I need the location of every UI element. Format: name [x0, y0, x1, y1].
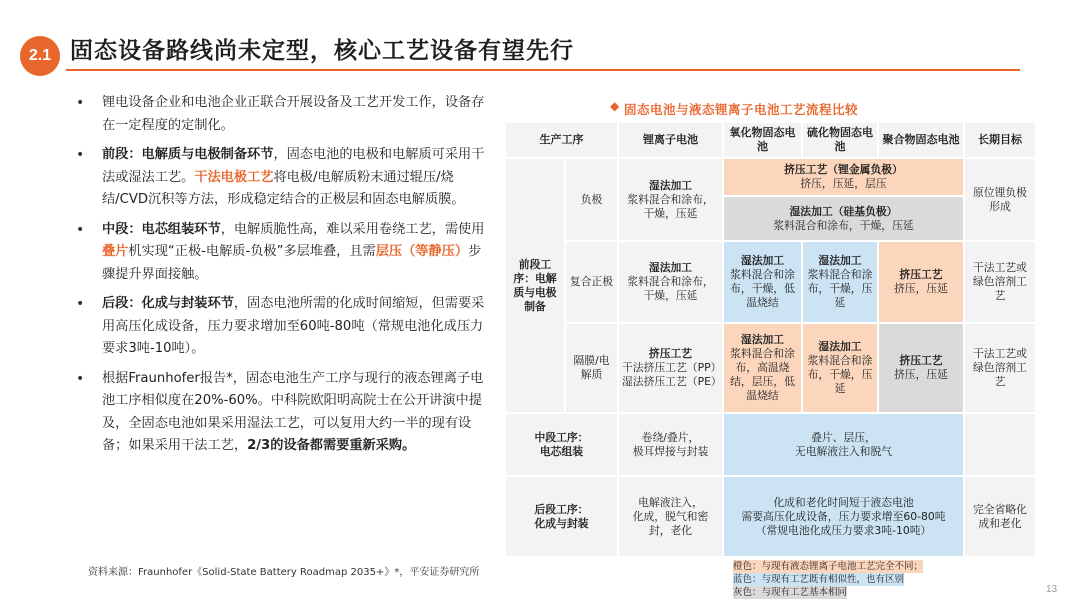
- bullet-item: [62, 219, 490, 287]
- cathode-sulfide: [802, 241, 878, 323]
- bullet-list: [62, 92, 490, 465]
- cathode-polymer: [878, 241, 964, 323]
- bullet-text: 步骤提升界面接触。: [102, 244, 482, 282]
- color-legend: [733, 560, 963, 599]
- header-oxide: 氧化物固态电池: [723, 122, 802, 158]
- bullet-text: 叠片: [102, 244, 129, 259]
- separator-sulfide: [802, 323, 878, 413]
- bullet-text: 机实现“正极-电解质-负极”多层堆叠，且需: [128, 244, 376, 259]
- bullet-item: [62, 144, 490, 212]
- cathode-sulfide-title: 湿法加工: [818, 254, 862, 267]
- bullet-text: 层压（等静压）: [375, 244, 469, 259]
- anode-dry-process: [723, 158, 964, 196]
- header-goal: 长期目标: [964, 122, 1036, 158]
- bullet-text: 锂电设备企业和电池企业正联合开展设备及工艺开发工作，设备存在一定程度的定制化。: [102, 95, 485, 133]
- separator-liion-line2: 湿法挤压工艺（PE）: [622, 375, 722, 388]
- cathode-liion-title: 湿法加工: [648, 261, 693, 274]
- cathode-label: 复合正极: [565, 241, 618, 323]
- anode-label: 负极: [565, 158, 618, 241]
- anode-liion-body: 浆料混合和涂布，干燥，压延: [627, 192, 714, 220]
- page-title: 固态设备路线尚未定型，核心工艺设备有望先行: [70, 38, 574, 64]
- separator-sulfide-title: 湿法加工: [818, 340, 862, 353]
- separator-liion-line1: 干法挤压工艺（PP）: [622, 361, 722, 374]
- title-underline: [66, 69, 1020, 71]
- bullet-text: ，固态电池的电极和电解质可采用干法或湿法工艺。: [102, 147, 485, 185]
- bullet-text: ，固态电池所需的化成时间缩短，但需要采用高压化成设备，压力要求增加至60吨-80吨（常规电池化成压力要求3吨-10吨）。: [102, 296, 485, 356]
- header-process: 生产工序: [505, 122, 618, 158]
- header-liion: 锂离子电池: [618, 122, 723, 158]
- section-number-badge: 2.1: [20, 36, 60, 76]
- bullet-text: 前段：电解质与电极制备环节: [102, 147, 274, 162]
- anode-liion-title: 湿法加工: [648, 178, 693, 192]
- separator-polymer-body: 挤压，压延: [894, 368, 948, 381]
- bullet-text: 2/3的设备都需要重新采购。: [247, 438, 416, 453]
- bullet-text: 根据Fraunhofer报告*，固态电池生产工序与现行的液态锂离子电池工序相似度在20%-60%。中科院欧阳明高院士在公开讲演中提及，全固态电池如果采用湿法工艺，可以复用大约一半的现有设备；如果采用干法工艺，: [102, 370, 484, 453]
- mid-stage-liion: 卷绕/叠片， 极耳焊接与封装: [618, 413, 723, 476]
- legend-gray: 灰色：与现有工艺基本相同: [733, 587, 848, 598]
- anode-goal: 原位锂负极形成: [964, 158, 1036, 241]
- separator-polymer: [878, 323, 964, 413]
- cathode-oxide-body: 浆料混合和涂布，干燥，低温烧结: [730, 268, 795, 309]
- legend-orange: 橙色：与现有液态锂离子电池工艺完全不同；: [733, 561, 924, 572]
- back-stage-goal: 完全省略化成和老化: [964, 476, 1036, 557]
- mid-stage-solid: 叠片、层压， 无电解液注入和脱气: [723, 413, 964, 476]
- page-number: 13: [1046, 584, 1058, 595]
- cathode-goal: 干法工艺或绿色溶剂工艺: [964, 241, 1036, 323]
- separator-oxide: [723, 323, 802, 413]
- mid-stage-goal: [964, 413, 1036, 476]
- anode-dry-body: 挤压，压延，层压: [800, 177, 887, 190]
- process-comparison-table: [505, 122, 1036, 557]
- front-stage-label: 前段工序：电解质与电极制备: [505, 158, 565, 413]
- header-polymer: 聚合物固态电池: [878, 122, 964, 158]
- bullet-item: [62, 293, 490, 361]
- separator-goal: 干法工艺或绿色溶剂工艺: [964, 323, 1036, 413]
- bullet-text: 中段：电芯组装环节: [102, 221, 221, 237]
- cathode-polymer-title: 挤压工艺: [899, 268, 943, 281]
- bullet-text: ，电解质脆性高，难以采用卷绕工艺，需使用: [220, 221, 485, 237]
- separator-oxide-title: 湿法加工: [740, 333, 785, 346]
- anode-dry-title: 挤压工艺（锂金属负极）: [784, 163, 903, 176]
- back-stage-solid: 化成和老化时间短于液态电池 需要高压化成设备，压力要求增至60-80吨 （常规电池化成压力要求3吨-10吨）: [723, 476, 964, 557]
- back-stage-liion: 电解液注入， 化成，脱气和密封，老化: [618, 476, 723, 557]
- cathode-oxide-title: 湿法加工: [740, 254, 785, 267]
- table-title: 固态电池与液态锂离子电池工艺流程比较: [624, 102, 859, 117]
- cathode-oxide: [723, 241, 802, 323]
- cathode-liion-body: 浆料混合和涂布，干燥，压延: [627, 275, 714, 302]
- bullet-item: [62, 92, 490, 137]
- diamond-bullet-icon: ◆: [610, 99, 620, 113]
- cathode-liion: [618, 241, 723, 323]
- cathode-polymer-body: 挤压，压延: [894, 282, 948, 295]
- separator-polymer-title: 挤压工艺: [899, 354, 943, 367]
- bullet-text: 后段：化成与封装环节: [102, 296, 234, 311]
- mid-stage-label: 中段工序： 电芯组装: [505, 413, 618, 476]
- anode-wet-title: 湿法加工（硅基负极）: [789, 204, 898, 218]
- separator-oxide-body: 浆料混合和涂布，高温烧结，层压，低温烧结: [730, 347, 795, 402]
- separator-label: 隔膜/电解质: [565, 323, 618, 413]
- anode-wet-process: [723, 196, 964, 241]
- source-note: 资料来源：Fraunhofer《Solid-State Battery Roadmap 2035+》*，平安证券研究所: [88, 567, 480, 578]
- legend-blue: 蓝色：与现有工艺既有相似性，也有区别: [733, 574, 905, 585]
- separator-liion: [618, 323, 723, 413]
- header-sulfide: 硫化物固态电池: [802, 122, 878, 158]
- anode-liion: [618, 158, 723, 241]
- bullet-item: [62, 368, 490, 458]
- cathode-sulfide-body: 浆料混合和涂布，干燥，压延: [807, 268, 873, 309]
- back-stage-label: 后段工序： 化成与封装: [505, 476, 618, 557]
- separator-sulfide-body: 浆料混合和涂布，干燥，压延: [807, 354, 873, 395]
- bullet-text: 将电极/电解质粉末通过辊压/烧结/CVD沉积等方法，形成稳定结合的正极层和固态电解质膜。: [102, 169, 465, 207]
- separator-liion-title: 挤压工艺: [648, 347, 693, 360]
- anode-wet-body: 浆料混合和涂布，干燥，压延: [773, 218, 914, 232]
- bullet-text: 干法电极工艺: [194, 169, 274, 185]
